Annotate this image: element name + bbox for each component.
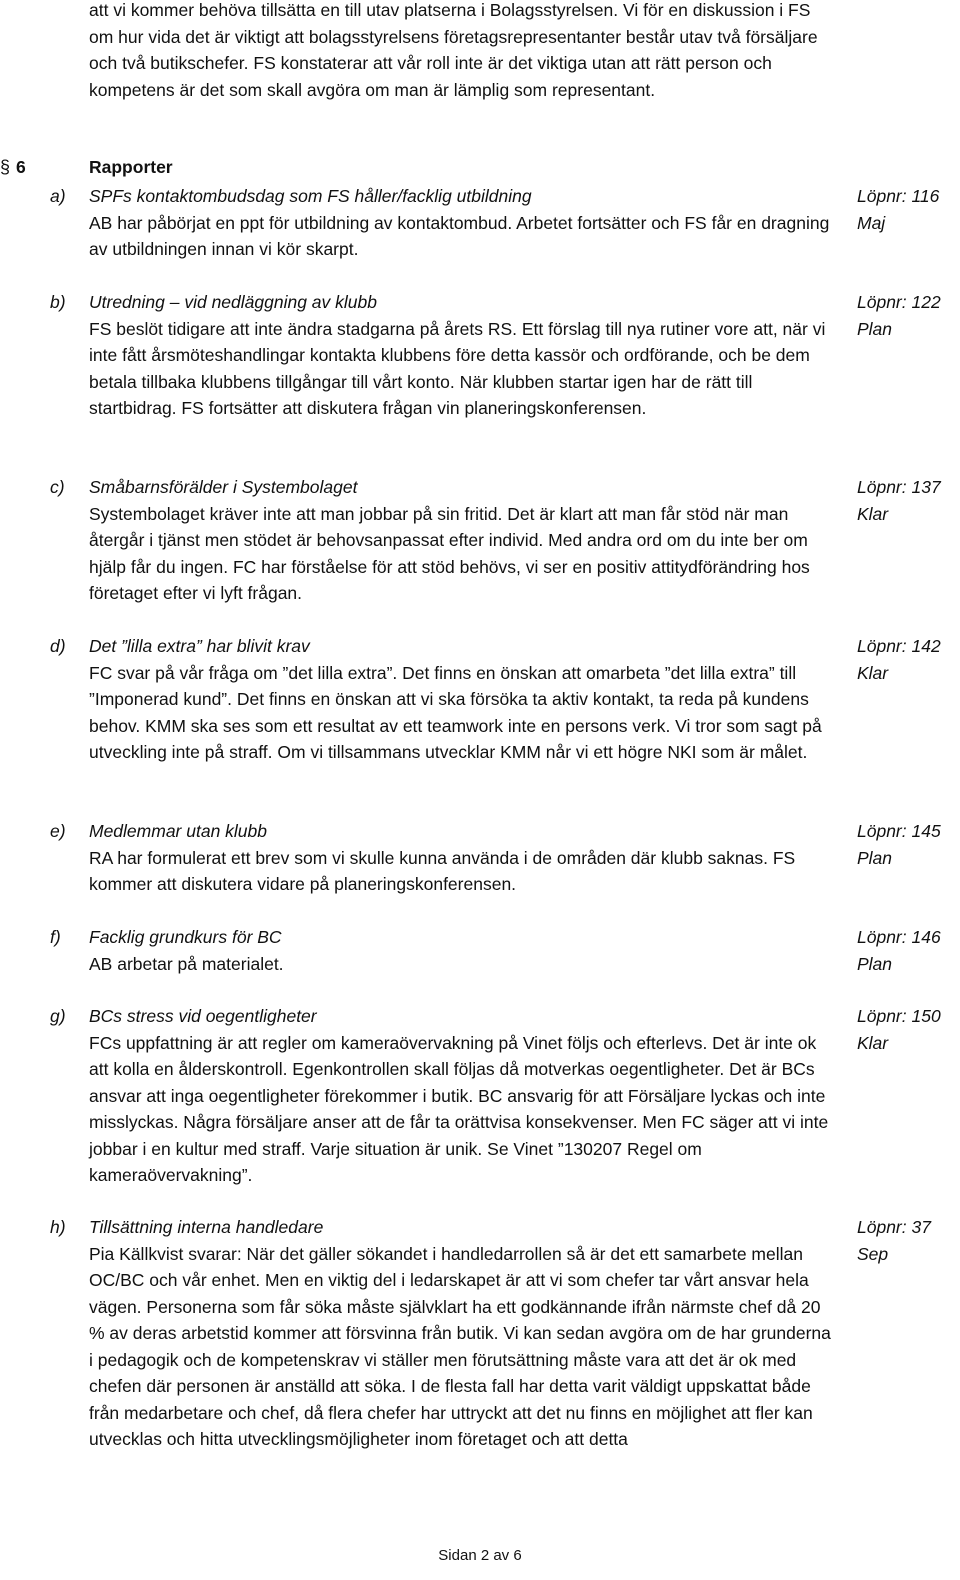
item-title: Det ”lilla extra” har blivit krav (89, 636, 310, 656)
item-status: Plan (857, 953, 893, 974)
item-status: Klar (857, 662, 889, 683)
item-title: Utredning – vid nedläggning av klubb (89, 292, 377, 312)
item-title: Småbarnsförälder i Systembolaget (89, 477, 358, 497)
item-letter: h) (50, 1217, 66, 1237)
item-title: SPFs kontaktombudsdag som FS håller/facklig utbildning (89, 186, 532, 206)
item-lopnr: Löpnr: 145 (857, 821, 941, 841)
item-lopnr: Löpnr: 37 (857, 1217, 931, 1237)
item-letter: c) (50, 477, 65, 497)
item-body: FCs uppfattning är att regler om kameraövervakning på Vinet följs och efterlevs. Det är inte ok att kolla en ålderskontroll. Egenkontrollen skall följas då motverkas oegentligheter. Det är BCs ansvar att inga oegentligheter förekommer i butik. BC ansvarig för att Försäljare lyckas och inte misslyckas. Några försäljare anser att de får ta orättvisa konsekvenser. Men FC säger att vi inte jobbar i en kultur med straff. Varje situation är unik. Se Vinet ”130207 Regel om kameraövervakning”. (89, 1032, 829, 1185)
item-lopnr: Löpnr: 142 (857, 636, 941, 656)
item-body: FC svar på vår fråga om ”det lilla extra”. Det finns en önskan att omarbeta ”det lilla extra” till ”Imponerad kund”. Det finns en önskan att vi ska försöka ta aktiv kontakt, ta reda på kundens behov. KMM ska ses som ett resultat av ett teamwork inte en persons verk. Vi tror som sagt på utveckling inte på straff. Om vi tillsammans utvecklar KMM når vi ett högre NKI som är målet. (89, 662, 822, 762)
item-status: Plan (857, 847, 893, 868)
item-body: AB arbetar på materialet. (89, 953, 284, 974)
item-letter: e) (50, 821, 66, 841)
item-status: Klar (857, 1032, 889, 1053)
section-number: 6 (16, 157, 26, 177)
item-title: Medlemmar utan klubb (89, 821, 267, 841)
item-lopnr: Löpnr: 116 (857, 186, 940, 206)
item-letter: g) (50, 1006, 66, 1026)
item-title: Tillsättning interna handledare (89, 1217, 324, 1237)
item-letter: f) (50, 927, 61, 947)
item-status: Klar (857, 503, 889, 524)
item-body: Pia Källkvist svarar: När det gäller sökandet i handledarrollen så är det ett samarbete mellan OC/BC och vår enhet. Men en viktig del i ledarskapet är att vi som chefer tar vårt ansvar hela vägen. Personerna som får söka måste självklart ha ett godkännande ifrån närmste chef då 20 % av deras arbetstid kommer att försvinna från butik. Vi kan sedan avgöra om de har grunderna i pedagogik och de kompetenskrav vi ställer men förutsättning måste vara att det är ok med chefen där personen är anställd att söka. I de flesta fall har detta varit väldigt uppskattat både från medarbetare och chef, då flera chefer har uttryckt att det nu finns en möjlighet att fler kan utvecklas och hitta utvecklingsmöjligheter inom företaget och att detta (89, 1243, 831, 1449)
item-body: RA har formulerat ett brev som vi skulle kunna använda i de områden där klubb saknas. FS kommer att diskutera vidare på planeringskonferensen. (89, 847, 796, 894)
item-status: Maj (857, 212, 886, 233)
item-status: Sep (857, 1243, 889, 1264)
page-footer: Sidan 2 av 6 (438, 1547, 522, 1564)
item-lopnr: Löpnr: 122 (857, 292, 941, 312)
item-body: FS beslöt tidigare att inte ändra stadgarna på årets RS. Ett förslag till nya rutiner vore att, när vi inte fått årsmöteshandlingar kontakta klubbens före detta kassör och ordförande, och be dem betala tillbaka klubbens tillgångar till vårt konto. När klubben startar igen har de rätt till startbidrag. FS fortsätter att diskutera frågan vin planeringskonferensen. (89, 318, 826, 418)
item-letter: b) (50, 292, 66, 312)
section-symbol: § (0, 157, 11, 177)
item-letter: a) (50, 186, 66, 206)
item-letter: d) (50, 636, 66, 656)
item-title: Facklig grundkurs för BC (89, 927, 282, 947)
item-title: BCs stress vid oegentligheter (89, 1006, 317, 1026)
item-lopnr: Löpnr: 150 (857, 1006, 941, 1026)
item-status: Plan (857, 318, 893, 339)
item-body: AB har påbörjat en ppt för utbildning av kontaktombud. Arbetet fortsätter och FS får en dragning av utbildningen innan vi kör skarpt. (89, 212, 830, 259)
item-lopnr: Löpnr: 137 (857, 477, 941, 497)
item-body: Systembolaget kräver inte att man jobbar på sin fritid. Det är klart att man får stöd när man återgår i tjänst men stödet är behovsanpassat efter individ. Med andra ord om du inte ber om hjälp får du ingen. FC har förståelse för att stöd behövs, vi ser en positiv attitydförändring hos företaget efter vi lyft frågan. (89, 503, 810, 603)
item-lopnr: Löpnr: 146 (857, 927, 941, 947)
intro-paragraph: att vi kommer behöva tillsätta en till utav platserna i Bolagsstyrelsen. Vi för en diskussion i FS om hur vida det är viktigt att bolagsstyrelsens företagsrepresentanter består utav två försäljare och två butikschefer. FS konstaterar att vår roll inte är det viktiga utan att rätt person och kompetens är det som skall avgöra om man är lämplig som representant. (89, 0, 818, 100)
section-title: Rapporter (89, 157, 173, 177)
